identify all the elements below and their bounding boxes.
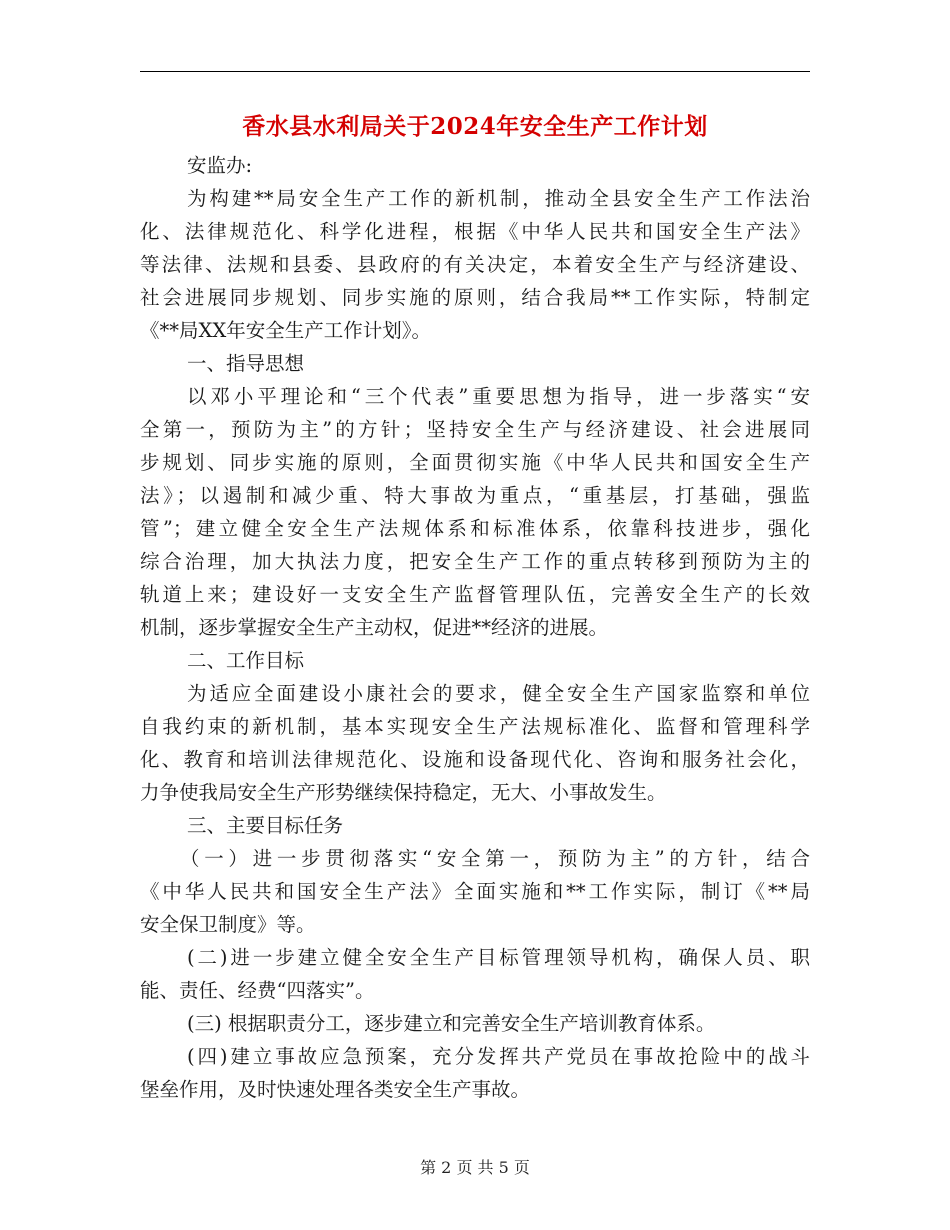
paragraph-line: 以邓小平理论和“三个代表”重要思想为指导，进一步落实“安 (187, 385, 810, 408)
section-heading: 一、指导思想 (187, 352, 305, 375)
paragraph-line: 为适应全面建设小康社会的要求，健全安全生产国家监察和单位 (187, 682, 810, 705)
page-indicator: 第 2 页 共 5 页 (420, 1158, 530, 1177)
section-heading: 二、工作目标 (187, 649, 305, 672)
salutation: 安监办: (187, 154, 253, 177)
paragraph-line: 堡垒作用，及时快速处理各类安全生产事故。 (140, 1078, 531, 1101)
paragraph-line: 化、教育和培训法律规范化、设施和设备现代化、咨询和服务社会化， (140, 748, 810, 771)
document-body (140, 149, 810, 1106)
paragraph-line: 安全保卫制度》等。 (140, 913, 316, 936)
paragraph-line: 能、责任、经费“四落实”。 (140, 979, 375, 1002)
paragraph-line: 力争使我局安全生产形势继续保持稳定，无大、小事故发生。 (140, 781, 667, 804)
paragraph-line: 法》；以遏制和减少重、特大事故为重点，“重基层，打基础，强监 (140, 484, 810, 507)
paragraph-line: 综合治理，加大执法力度，把安全生产工作的重点转移到预防为主的 (140, 550, 810, 573)
paragraph-line: 《**局XX年安全生产工作计划》。 (140, 319, 432, 342)
document-title: 香水县水利局关于2024年安全生产工作计划 (242, 113, 708, 140)
task-item: (二)进一步建立健全安全生产目标管理领导机构，确保人员、职 (187, 946, 810, 969)
paragraph-line: 步规划、同步实施的原则，全面贯彻实施《中华人民共和国安全生产 (140, 451, 810, 474)
paragraph-line: 等法律、法规和县委、县政府的有关决定，本着安全生产与经济建设、 (140, 253, 810, 276)
paragraph-line: 《中华人民共和国安全生产法》全面实施和**工作实际，制订《**局 (140, 880, 810, 903)
paragraph-line: 管”；建立健全安全生产法规体系和标准体系，依靠科技进步，强化 (140, 517, 810, 540)
paragraph-line: 机制，逐步掌握安全生产主动权，促进**经济的进展。 (140, 616, 609, 639)
task-item: (四)建立事故应急预案，充分发挥共产党员在事故抢险中的战斗 (187, 1045, 810, 1068)
paragraph-line: 全第一，预防为主”的方针；坚持安全生产与经济建设、社会进展同 (140, 418, 810, 441)
paragraph-line: 轨道上来；建设好一支安全生产监督管理队伍，完善安全生产的长效 (140, 583, 810, 606)
task-item: (三) 根据职责分工，逐步建立和完善安全生产培训教育体系。 (187, 1012, 716, 1035)
paragraph-line: 社会进展同步规划、同步实施的原则，结合我局**工作实际，特制定 (140, 286, 810, 309)
paragraph-line: 自我约束的新机制，基本实现安全生产法规标准化、监督和管理科学 (140, 715, 810, 738)
paragraph-line: 为构建**局安全生产工作的新机制，推动全县安全生产工作法治 (187, 187, 810, 210)
section-heading: 三、主要目标任务 (187, 814, 344, 837)
paragraph-line: 化、法律规范化、科学化进程，根据《中华人民共和国安全生产法》 (140, 220, 810, 243)
task-item: （一）进一步贯彻落实“安全第一，预防为主”的方针，结合 (180, 847, 810, 870)
header-rule (140, 71, 810, 72)
